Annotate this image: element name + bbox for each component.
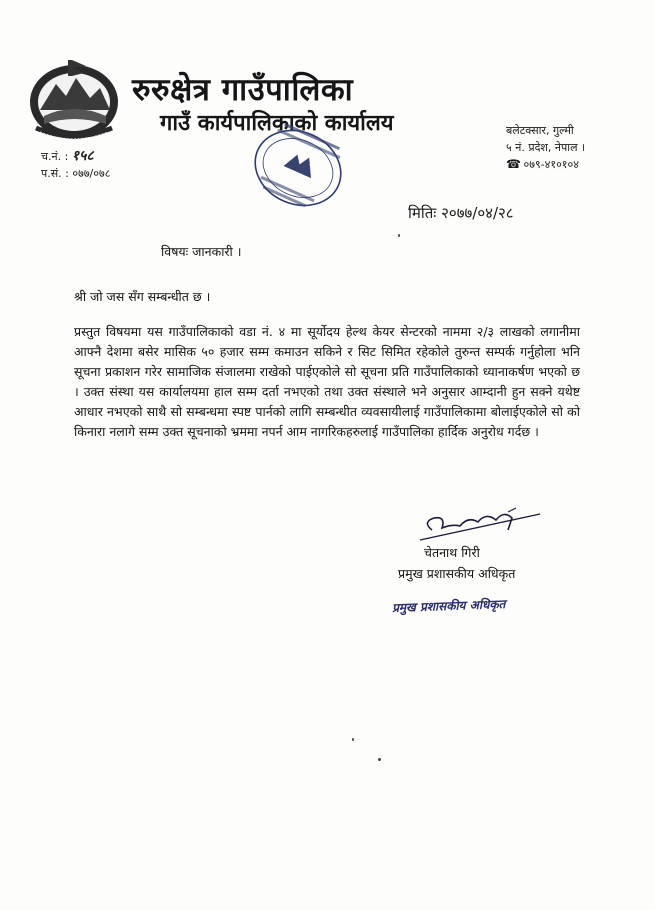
phone-number: ०७९-४१०१०४: [523, 158, 579, 171]
office-name: गाउँ कार्यपालिकाको कार्यालय: [160, 111, 394, 136]
designation-stamp: प्रमुख प्रशासकीय अधिकृत: [391, 597, 506, 615]
letter-salutation: श्री जो जस सँग सम्बन्धीत छ ।: [74, 289, 211, 304]
telephone-icon: ☎: [506, 157, 521, 171]
scan-speck: [398, 234, 400, 237]
patra-sankhya-value: ०७७/०७८: [72, 167, 111, 180]
phone-line: [506, 156, 585, 173]
scan-speck: [352, 738, 354, 741]
nepal-government-emblem-icon: [26, 58, 122, 142]
chalani-label: च.नं. :: [41, 150, 69, 163]
chalani-value: १५८: [71, 148, 94, 164]
reference-numbers: [41, 148, 110, 182]
handwritten-signature: [412, 500, 542, 544]
scan-speck: [378, 758, 381, 761]
patra-sankhya-label: प.सं. :: [41, 167, 69, 180]
letter-subject: विषयः जानकारी ।: [161, 244, 242, 259]
organization-name: रुरुक्षेत्र गाउँपालिका: [132, 72, 354, 108]
patra-sankhya: [41, 165, 110, 182]
chalani-number: [41, 148, 110, 165]
letter-body: प्रस्तुत विषयमा यस गाउँपालिकाको वडा नं. ४ मा सूर्योदय हेल्थ केयर सेन्टरको नाममा २/३ लाखको लगानीमा आफ्नै देशमा बसेर मासिक ५० हजार सम्म कमाउन सकिने र सिट सिमित रहेकोले तुरुन्त सम्पर्क गर्नुहोला भनि सूचना प्रकाशन गरेर सामाजिक संजालमा राखेको पाईएकोले सो सूचना प्रति गाउँपालिकाको ध्यानाकर्षण भएको छ । उक्त संस्था यस कार्यालयमा हाल सम्म दर्ता नभएको तथा उक्त संस्थाले भने अनुसार आम्दानी हुन सक्ने यथेष्ट आधार नभएको साथै सो सम्बन्धमा स्पष्ट पार्नको लागि सम्बन्धीत व्यवसायीलाई गाउँपालिकामा बोलाईएकोले सो को किनारा नलागे सम्म उक्त सूचनाको भ्रममा नपर्न आम नागरिकहरुलाई गाउँपालिका हार्दिक अनुरोध गर्दछ ।: [74, 324, 580, 439]
signer-name: चेतनाथ गिरी: [424, 545, 480, 560]
signer-title: प्रमुख प्रशासकीय अधिकृत: [398, 566, 516, 581]
office-address: [506, 122, 585, 173]
address-line-1: बलेटक्सार, गुल्मी: [506, 124, 574, 137]
address-line-2: ५ नं. प्रदेश, नेपाल ।: [506, 141, 586, 154]
letter-date: मितिः २०७७/०४/२८: [408, 204, 514, 222]
